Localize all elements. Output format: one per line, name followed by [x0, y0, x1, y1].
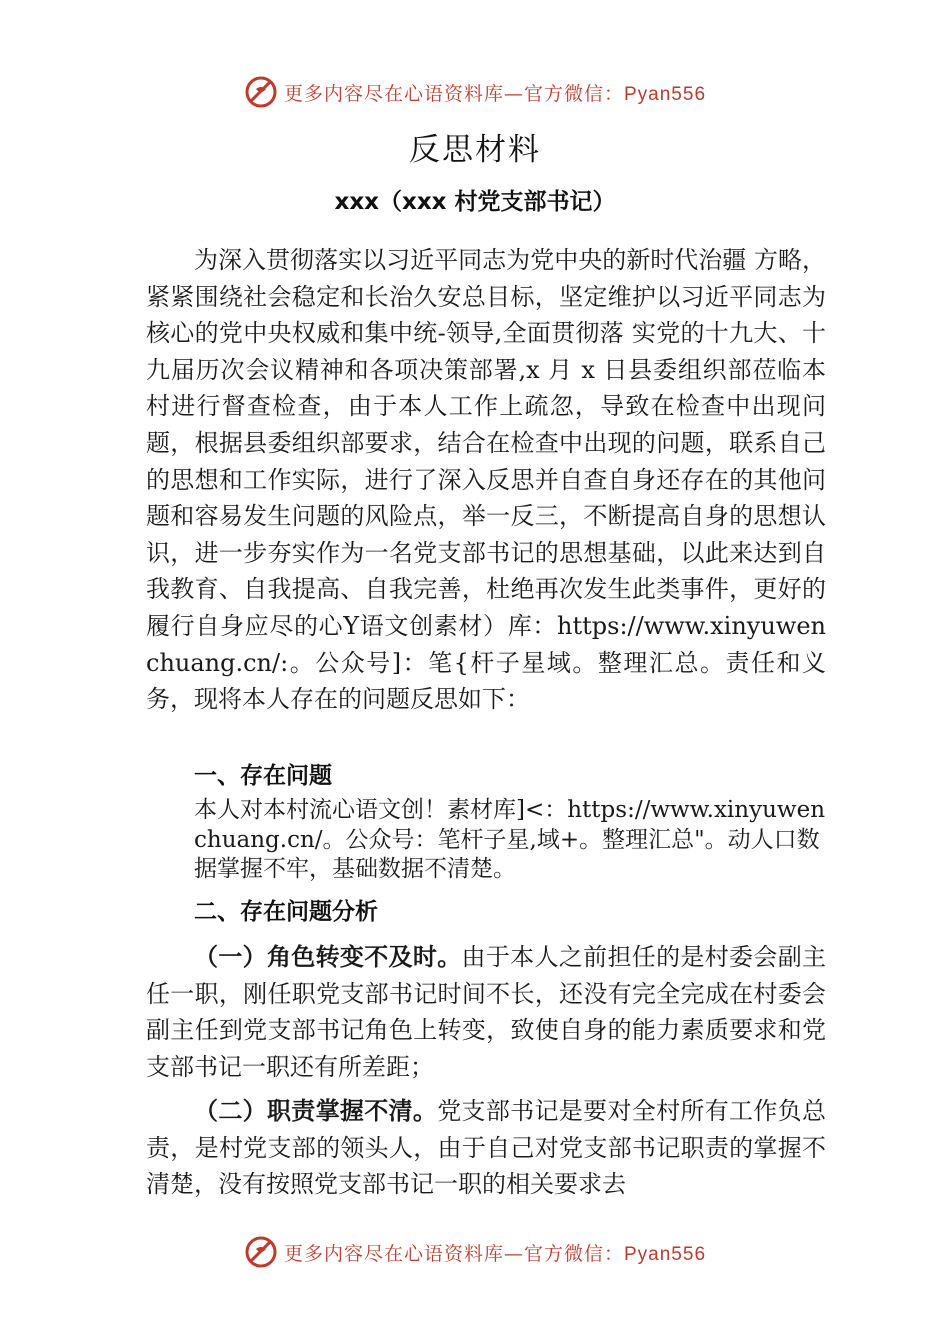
- document-subtitle: xxx（xxx 村党支部书记）: [334, 189, 616, 215]
- watermark-banner-top: [0, 72, 950, 112]
- item1-text: [146, 939, 826, 1085]
- document-title: 反思材料: [409, 132, 541, 168]
- item2-text: [146, 1093, 826, 1203]
- intro-paragraph: [146, 242, 826, 718]
- logo-icon: [244, 1235, 278, 1269]
- wechat-id: Pyan556: [624, 83, 707, 105]
- watermark-text: 更多内容尽在心语资料库—官方微信：Pyan556: [283, 1242, 707, 1265]
- watermark-banner-bottom: [0, 1232, 950, 1272]
- item2-paragraph: [146, 1093, 826, 1203]
- section2-heading: 二、存在问题分析: [194, 899, 378, 925]
- section1-heading: 一、存在问题: [194, 763, 332, 789]
- section1-body: 本人对本村流心语文创！素材库]<：https://www.xinyuwenchuang.cn/。公众号：笔杆子星,域+。整理汇总"。动人口数据掌握不牢，基础数据不清楚。: [194, 797, 826, 882]
- item2-lead: （二）职责掌握不清。: [194, 1097, 438, 1125]
- logo-icon: [244, 75, 278, 109]
- watermark-text: 更多内容尽在心语资料库—官方微信：Pyan556: [283, 82, 707, 105]
- item1-body: 由于本人之前担任的是村委会副主任一职，刚任职党支部书记时间不长，还没有完全完成在村委会副主任到党支部书记角色上转变，致使自身的能力素质要求和党支部书记一职还有所差距；: [146, 943, 827, 1081]
- wechat-id: Pyan556: [624, 1243, 707, 1265]
- item2-body: 党支部书记是要对全村所有工作负总责，是村党支部的领头人，由于自己对党支部书记职责的掌握不清楚，没有按照党支部书记一职的相关要求去: [146, 1097, 827, 1199]
- item1-paragraph: [146, 939, 826, 1085]
- item1-lead: （一）角色转变不及时。: [194, 943, 462, 971]
- intro-text: 为深入贯彻落实以习近平同志为党中央的新时代治疆 方略，紧紧围绕社会稳定和长治久安总目标，坚定维护以习近平同志为核心的党中央权威和集中统-领导,全面贯彻落 实党的十九大、十九届历次会议精神和各项决策部署,x 月 x 日县委组织部莅临本村进行督查检查，由于本人工作上疏忽，导致在检查中出现问题，根据县委组织部要求，结合在检查中出现的问题，联系自己的思想和工作实际，进行了深入反思并自查自身还存在的其他问题和容易发生问题的风险点，举一反三，不断提高自身的思想认识，进一步夯实作为一名党支部书记的思想基础，以此来达到自我教育、自我提高、自我完善，杜绝再次发生此类事件，更好的履行自身应尽的心Y语文创素材）库：https://www.xinyuwenchuang.cn/:。公众号]：笔{杆子星域。整理汇总。责任和义务，现将本人存在的问题反思如下：: [146, 246, 826, 714]
